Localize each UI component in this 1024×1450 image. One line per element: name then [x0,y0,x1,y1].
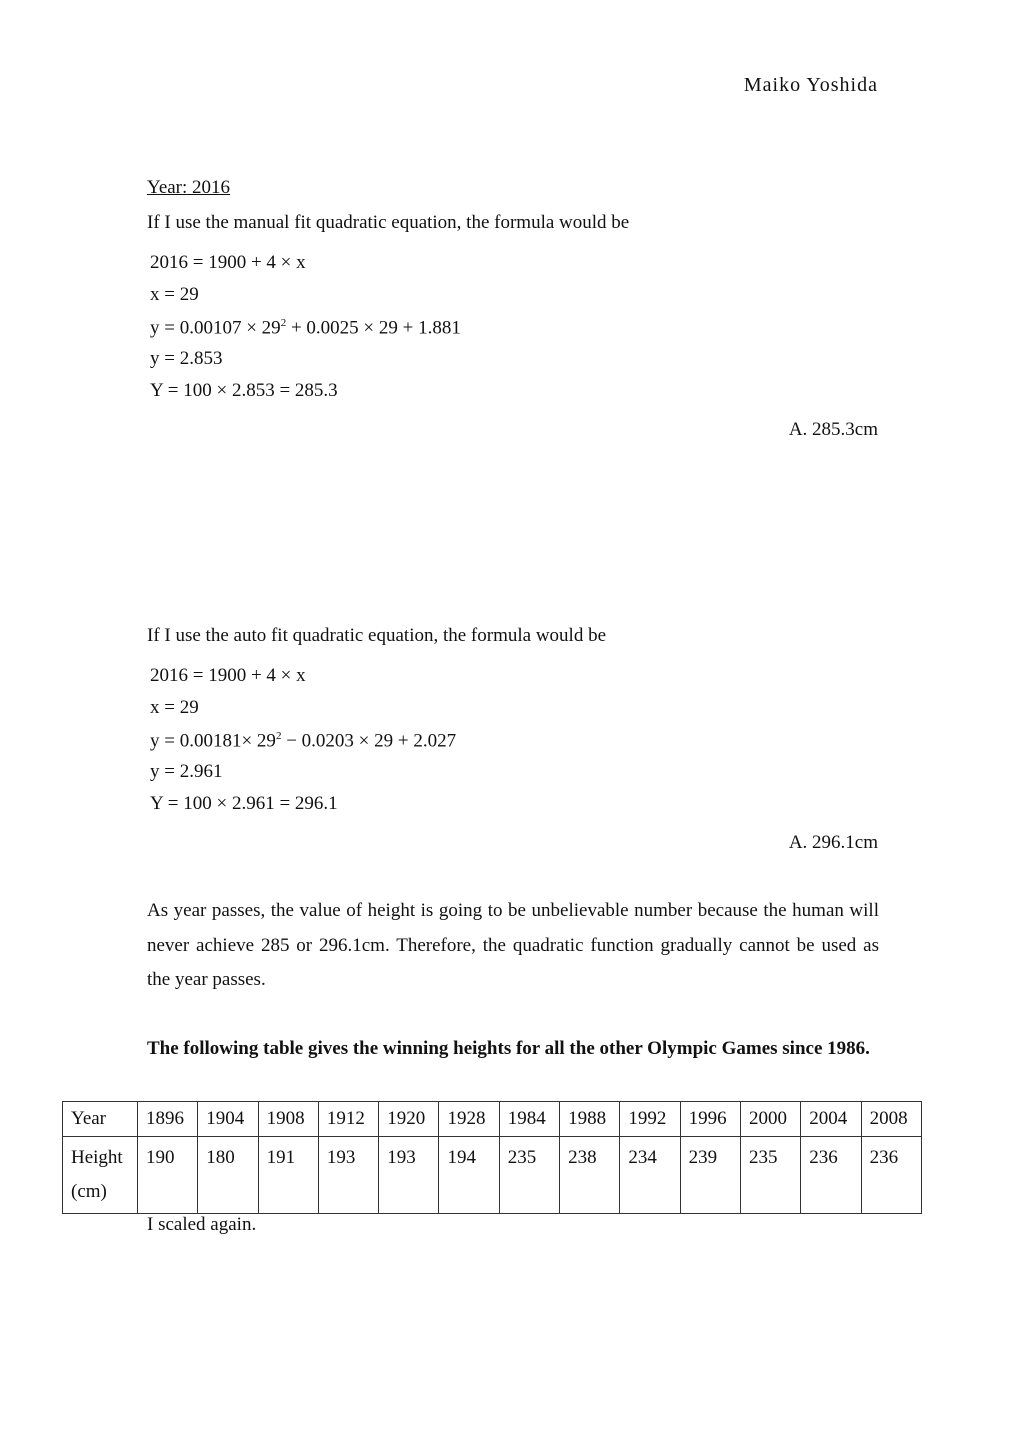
table-cell-height: 190 [138,1137,198,1214]
conclusion-paragraph: As year passes, the value of height is going to be unbelievable number because the human will never achieve 285 or 296.1cm. Therefore, the quadratic function gradually cannot be used as the year passes. [147,900,879,990]
manual-eq-3 [150,317,461,339]
table-cell-year: 1928 [439,1102,499,1137]
table-cell-year: 1992 [620,1102,680,1137]
table-cell-year: 2000 [740,1102,800,1137]
table-row-years [63,1102,922,1137]
manual-eq-3-a: y = 0.00107 × 29 [150,317,281,339]
auto-eq-4: y = 2.961 [150,761,223,782]
table-cell-height: 191 [258,1137,318,1214]
table-cell-height: 193 [379,1137,439,1214]
row-label-year: Year [63,1102,138,1137]
author-name: Maiko Yoshida [743,74,878,96]
auto-eq-2: x = 29 [150,697,199,718]
manual-eq-4: y = 2.853 [150,348,223,369]
manual-eq-3-exponent: 2 [280,317,287,329]
table-cell-year: 1908 [258,1102,318,1137]
table-cell-year: 1996 [680,1102,740,1137]
table-cell-year: 2008 [861,1102,921,1137]
table-cell-height: 235 [499,1137,559,1214]
year-heading: Year: 2016 [147,177,231,198]
table-cell-year: 2004 [801,1102,861,1137]
table-cell-year: 1920 [379,1102,439,1137]
table-cell-height: 180 [198,1137,258,1214]
table-cell-height: 236 [801,1137,861,1214]
auto-answer: A. 296.1cm [788,832,878,853]
table-cell-height: 236 [861,1137,921,1214]
auto-eq-3-b: − 0.0203 × 29 + 2.027 [281,730,457,752]
row-label-height: Height (cm) [63,1137,138,1214]
manual-answer: A. 285.3cm [788,419,878,440]
table-row-heights [63,1137,922,1214]
table-intro: The following table gives the winning heights for all the other Olympic Games since 1986. [147,1038,870,1059]
auto-eq-3-a: y = 0.00181× 29 [150,730,276,752]
manual-eq-3-b: + 0.0025 × 29 + 1.881 [286,317,461,339]
table-cell-year: 1988 [560,1102,620,1137]
auto-eq-1: 2016 = 1900 + 4 × x [150,665,306,686]
table-cell-height: 235 [740,1137,800,1214]
heights-table [62,1101,922,1214]
table-cell-height: 239 [680,1137,740,1214]
table-cell-height: 193 [318,1137,378,1214]
manual-eq-1: 2016 = 1900 + 4 × x [150,252,306,273]
table-cell-year: 1912 [318,1102,378,1137]
table-cell-year: 1896 [138,1102,198,1137]
table-cell-height: 238 [560,1137,620,1214]
table-cell-year: 1904 [198,1102,258,1137]
manual-eq-5: Y = 100 × 2.853 = 285.3 [150,380,338,401]
auto-eq-5: Y = 100 × 2.961 = 296.1 [150,793,338,814]
auto-eq-3-exponent: 2 [275,730,282,742]
table-cell-year: 1984 [499,1102,559,1137]
table-cell-height: 234 [620,1137,680,1214]
auto-intro: If I use the auto fit quadratic equation, the formula would be [147,625,607,646]
footer-note: I scaled again. [147,1214,257,1235]
auto-eq-3 [150,730,456,752]
manual-intro: If I use the manual fit quadratic equation, the formula would be [147,212,630,233]
table-cell-height: 194 [439,1137,499,1214]
manual-eq-2: x = 29 [150,284,199,305]
